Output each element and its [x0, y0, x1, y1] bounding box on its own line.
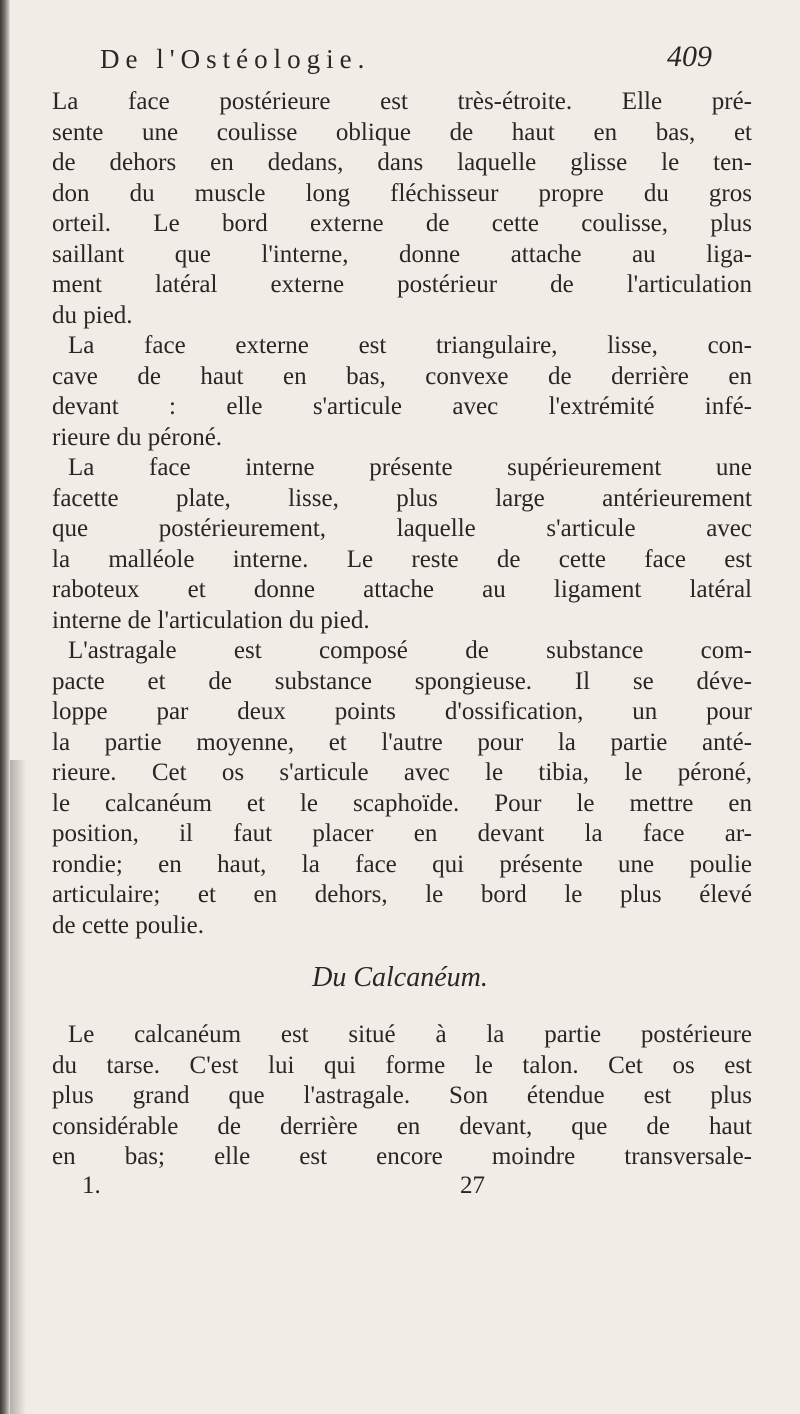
signature-number: 27: [460, 1172, 485, 1199]
text-line: en bas; elle est encore moindre transversale-: [52, 1143, 752, 1170]
text-line: sente une coulisse oblique de haut en bas, et: [52, 118, 752, 146]
text-line: rieure. Cet os s'articule avec le tibia, le péroné,: [52, 759, 752, 786]
text-line: ment latéral externe postérieur de l'articulation: [52, 271, 752, 298]
text-line: loppe par deux points d'ossification, un pour: [52, 698, 752, 725]
text-line: facette plate, lisse, plus large antérieurement: [52, 484, 752, 512]
section-text: [52, 1020, 752, 1173]
gutter-shadow: [10, 760, 26, 1414]
text-line: rondie; en haut, la face qui présente une poulie: [52, 850, 752, 878]
text-line: La face postérieure est très-étroite. Elle pré-: [52, 88, 752, 115]
text-line: de dehors en dedans, dans laquelle glisse le ten-: [52, 149, 752, 176]
text-line: articulaire; et en dehors, le bord le plus élevé: [52, 881, 752, 908]
text-line: L'astragale est composé de substance com-: [68, 637, 752, 664]
text-line: position, il faut placer en devant la face ar-: [52, 820, 752, 847]
text-line: pacte et de substance spongieuse. Il se déve-: [52, 667, 752, 695]
text-line: le calcanéum et le scaphoïde. Pour le mettre en: [52, 789, 752, 817]
text-line: du pied.: [52, 301, 133, 329]
text-line: considérable de derrière en devant, que de haut: [52, 1112, 752, 1140]
section-heading: Du Calcanéum.: [312, 962, 488, 993]
text-line: plus grand que l'astragale. Son étendue est plus: [52, 1082, 752, 1109]
text-line: rieure du péroné.: [52, 423, 223, 451]
text-line: La face interne présente supérieurement une: [68, 454, 752, 481]
text-line: orteil. Le bord externe de cette coulisse, plus: [52, 210, 752, 237]
body-text: [52, 87, 752, 941]
text-line: cave de haut en bas, convexe de derrière en: [52, 362, 752, 390]
signature-mark: 1.: [82, 1172, 101, 1199]
page-binding-edge: [0, 0, 10, 1414]
text-line: que postérieurement, laquelle s'articule avec: [52, 515, 752, 542]
text-line: la malléole interne. Le reste de cette face est: [52, 545, 752, 573]
text-line: la partie moyenne, et l'autre pour la partie anté-: [52, 728, 752, 756]
text-line: raboteux et donne attache au ligament latéral: [52, 576, 752, 603]
text-line: devant : elle s'articule avec l'extrémité infé-: [52, 393, 752, 420]
running-head: [100, 40, 740, 88]
text-line: interne de l'articulation du pied.: [52, 606, 370, 634]
text-line: Le calcanéum est situé à la partie postérieure: [68, 1021, 752, 1048]
text-line: La face externe est triangulaire, lisse, con-: [68, 332, 752, 359]
text-line: saillant que l'interne, donne attache au liga-: [52, 240, 752, 268]
page-number: 409: [667, 40, 712, 73]
text-line: don du muscle long fléchisseur propre du gros: [52, 179, 752, 207]
running-head-title: De l'Ostéologie.: [100, 44, 371, 74]
text-line: du tarse. C'est lui qui forme le talon. Cet os est: [52, 1051, 752, 1079]
text-line: de cette poulie.: [52, 911, 205, 939]
